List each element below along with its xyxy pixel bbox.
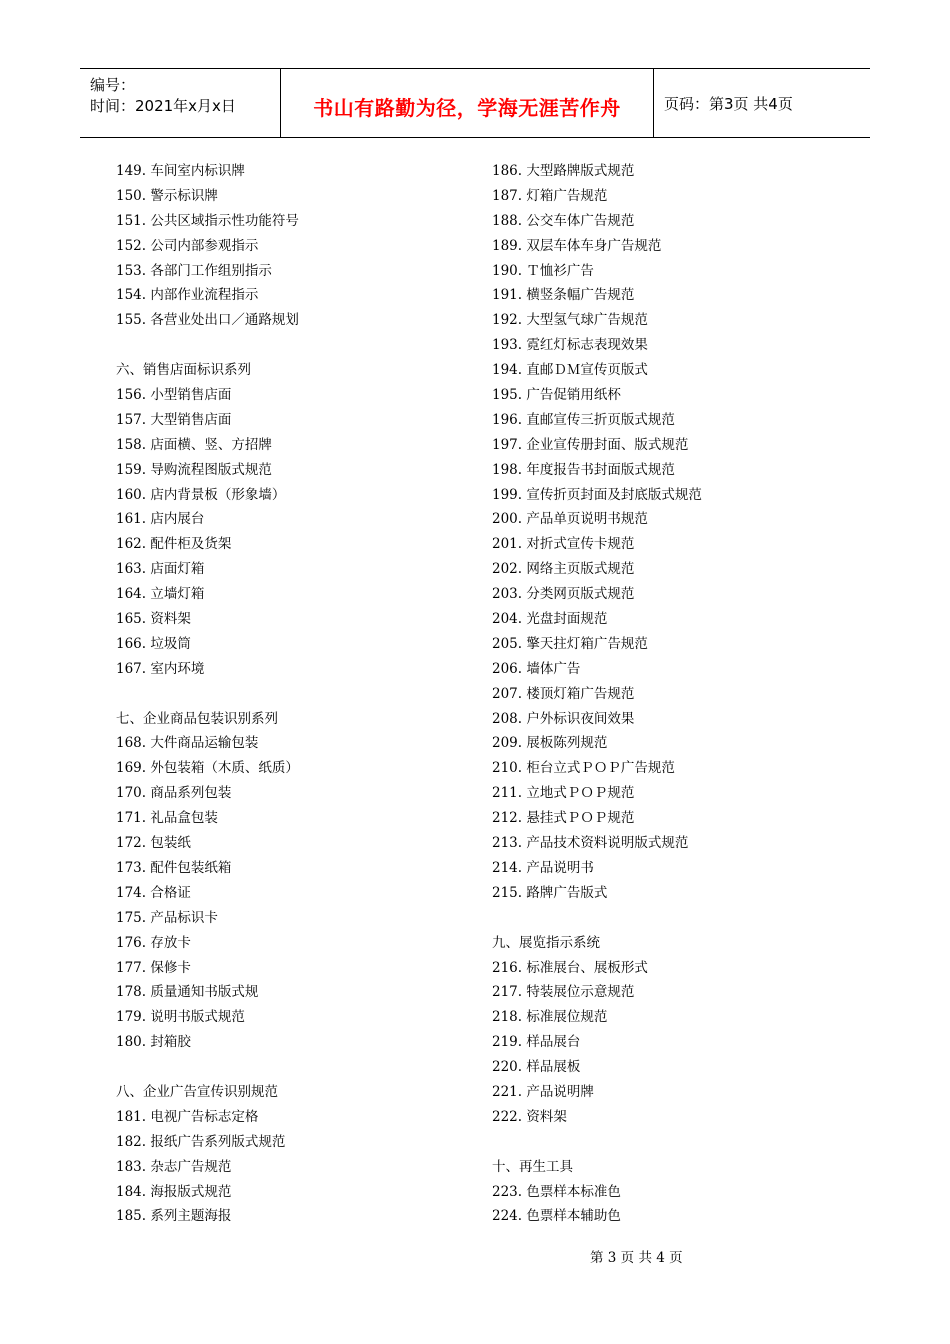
page-footer: 第 3 页 共 4 页 [590, 1250, 683, 1266]
list-item: 204. 光盘封面规范 [492, 611, 608, 628]
list-item: 166. 垃圾筒 [116, 635, 191, 652]
blank-line [492, 906, 852, 931]
list-item: 174. 合格证 [116, 884, 191, 901]
list-item: 170. 商品系列包装 [116, 785, 232, 802]
list-item: 175. 产品标识卡 [116, 909, 218, 926]
header-motto-cell [281, 69, 654, 137]
list-item: 164. 立墙灯箱 [116, 586, 205, 603]
list-item: 190. Ｔ恤衫广告 [492, 262, 594, 279]
list-item: 203. 分类网页版式规范 [492, 586, 635, 603]
list-item: 192. 大型氢气球广告规范 [492, 312, 648, 329]
list-item: 201. 对折式宣传卡规范 [492, 536, 635, 553]
list-item: 208. 户外标识夜间效果 [492, 710, 635, 727]
list-item: 167. 室内环境 [116, 660, 205, 677]
list-item: 217. 特装展位示意规范 [492, 984, 635, 1001]
list-item: 220. 样品展板 [492, 1059, 581, 1076]
list-item: 155. 各营业处出口／通路规划 [116, 312, 299, 329]
list-item: 223. 色票样本标准色 [492, 1183, 621, 1200]
header-page-number: 页码：第3页 共4页 [664, 94, 793, 113]
list-item: 160. 店内背景板（形象墙） [116, 486, 286, 503]
list-item: 173. 配件包装纸箱 [116, 859, 232, 876]
list-item: 202. 网络主页版式规范 [492, 561, 635, 578]
list-item: 150. 警示标识牌 [116, 187, 218, 204]
header-info-cell [80, 69, 281, 137]
list-item: 177. 保修卡 [116, 959, 191, 976]
list-item: 198. 年度报告书封面版式规范 [492, 461, 675, 478]
list-item: 178. 质量通知书版式规 [116, 984, 259, 1001]
list-item: 156. 小型销售店面 [116, 387, 232, 404]
section-heading: 八、企业广告宣传识别规范 [116, 1083, 278, 1100]
list-item: 195. 广告促销用纸杯 [492, 387, 621, 404]
list-item: 159. 导购流程图版式规范 [116, 461, 272, 478]
list-item: 197. 企业宣传册封面、版式规范 [492, 436, 689, 453]
list-item: 180. 封箱胶 [116, 1034, 191, 1051]
list-item: 172. 包装纸 [116, 835, 191, 852]
list-item: 161. 店内展台 [116, 511, 205, 528]
list-item: 188. 公交车体广告规范 [492, 212, 635, 229]
list-item: 168. 大件商品运输包装 [116, 735, 259, 752]
list-item: 211. 立地式ＰＯＰ规范 [492, 785, 635, 802]
section-heading: 九、展览指示系统 [492, 934, 600, 951]
list-item: 176. 存放卡 [116, 934, 191, 951]
list-item: 224. 色票样本辅助色 [492, 1208, 621, 1225]
list-item: 210. 柜台立式ＰＯＰ广告规范 [492, 760, 675, 777]
list-item: 169. 外包装箱（木质、纸质） [116, 760, 299, 777]
list-item: 221. 产品说明牌 [492, 1083, 594, 1100]
list-item: 219. 样品展台 [492, 1034, 581, 1051]
list-item: 158. 店面横、竖、方招牌 [116, 436, 272, 453]
list-item: 207. 楼顶灯箱广告规范 [492, 685, 635, 702]
blank-line [116, 1055, 456, 1080]
list-item: 199. 宣传折页封面及封底版式规范 [492, 486, 702, 503]
list-item: 206. 墙体广告 [492, 660, 581, 677]
section-heading: 六、销售店面标识系列 [116, 362, 251, 379]
list-item: 196. 直邮宣传三折页版式规范 [492, 411, 675, 428]
page-header [80, 68, 870, 138]
list-item: 191. 横竖条幅广告规范 [492, 287, 635, 304]
list-item: 163. 店面灯箱 [116, 561, 205, 578]
list-item: 149. 车间室内标识牌 [116, 163, 245, 179]
left-column [116, 159, 456, 1229]
header-number: 编号： [90, 76, 136, 94]
list-item: 193. 霓红灯标志表现效果 [492, 337, 648, 354]
list-item: 212. 悬挂式ＰＯＰ规范 [492, 810, 635, 827]
list-item: 215. 路牌广告版式 [492, 884, 608, 901]
list-item: 194. 直邮ＤＭ宣传页版式 [492, 362, 648, 379]
header-date: 时间：2021年x月x日 [90, 97, 236, 115]
list-item: 151. 公共区域指示性功能符号 [116, 212, 299, 229]
header-page-cell [654, 69, 870, 137]
list-item: 157. 大型销售店面 [116, 411, 232, 428]
list-item: 185. 系列主题海报 [116, 1208, 232, 1225]
list-item: 205. 擎天拄灯箱广告规范 [492, 635, 648, 652]
section-heading: 十、再生工具 [492, 1158, 573, 1175]
list-item: 153. 各部门工作组别指示 [116, 262, 272, 279]
list-item: 162. 配件柜及货架 [116, 536, 232, 553]
list-item: 189. 双层车体车身广告规范 [492, 237, 662, 254]
list-item: 200. 产品单页说明书规范 [492, 511, 648, 528]
list-item: 182. 报纸广告系列版式规范 [116, 1133, 286, 1150]
list-item: 186. 大型路牌版式规范 [492, 163, 635, 179]
blank-line [116, 333, 456, 358]
blank-line [492, 1130, 852, 1155]
list-item: 222. 资料架 [492, 1108, 567, 1125]
header-motto: 书山有路勤为径，学海无涯苦作舟 [313, 95, 621, 120]
list-item: 216. 标准展台、展板形式 [492, 959, 648, 976]
list-item: 218. 标准展位规范 [492, 1009, 608, 1026]
list-item: 214. 产品说明书 [492, 859, 594, 876]
list-item: 165. 资料架 [116, 611, 191, 628]
list-item: 179. 说明书版式规范 [116, 1009, 245, 1026]
list-item: 183. 杂志广告规范 [116, 1158, 232, 1175]
right-column [492, 159, 852, 1229]
list-item: 152. 公司内部参观指示 [116, 237, 259, 254]
list-item: 154. 内部作业流程指示 [116, 287, 259, 304]
list-item: 213. 产品技术资料说明版式规范 [492, 835, 689, 852]
list-item: 184. 海报版式规范 [116, 1183, 232, 1200]
blank-line [116, 682, 456, 707]
section-heading: 七、企业商品包装识别系列 [116, 710, 278, 727]
list-item: 187. 灯箱广告规范 [492, 187, 608, 204]
list-item: 209. 展板陈列规范 [492, 735, 608, 752]
list-item: 171. 礼品盒包装 [116, 810, 218, 827]
list-item: 181. 电视广告标志定格 [116, 1108, 259, 1125]
